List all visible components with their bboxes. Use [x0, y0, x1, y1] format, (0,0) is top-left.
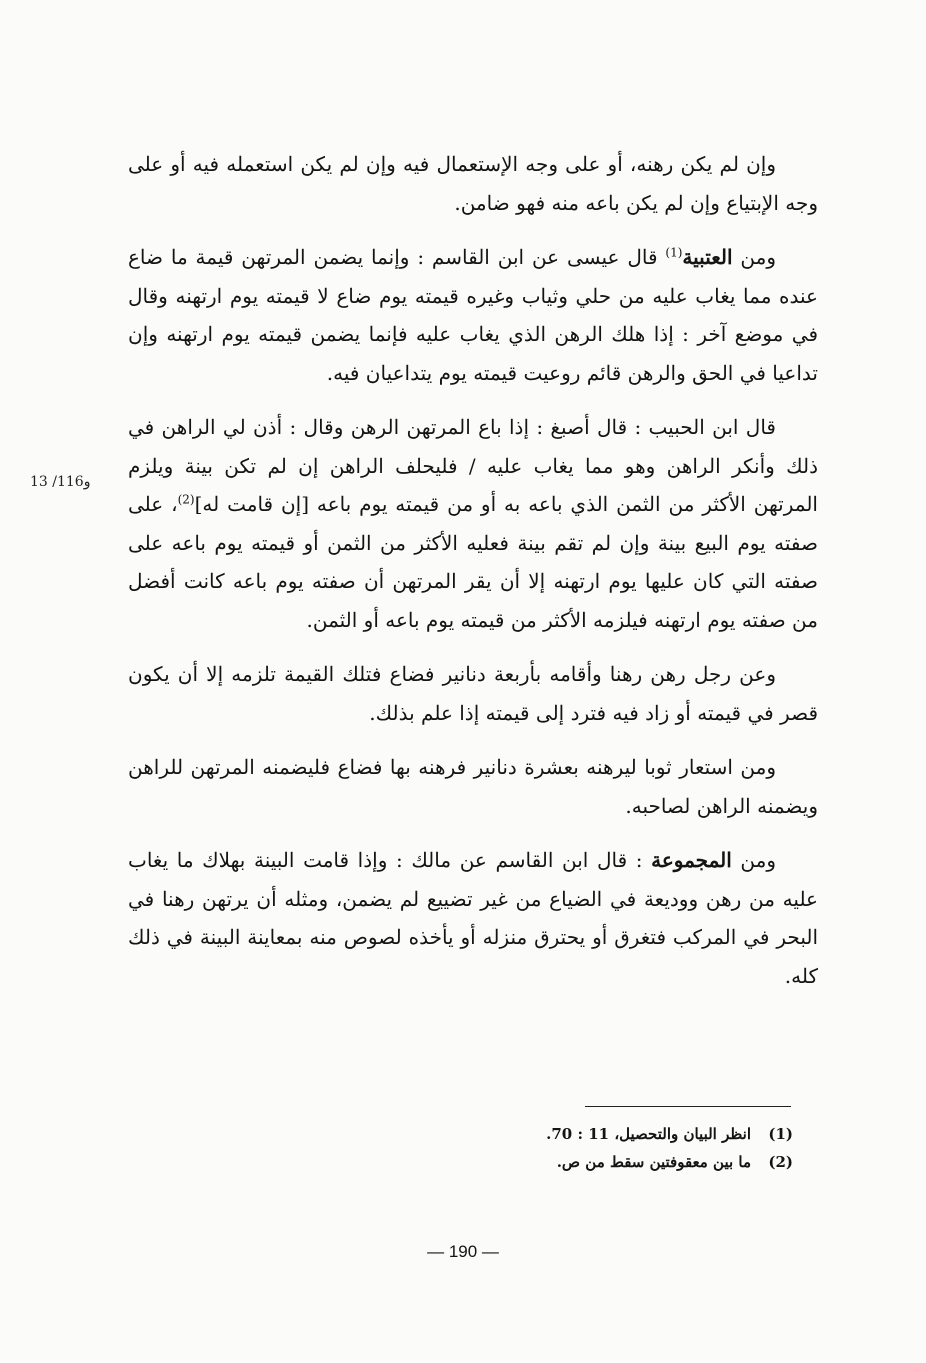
footnote-text: انظر البيان والتحصيل، 11 : 70.	[546, 1125, 751, 1143]
paragraph-text-cont: ، على صفته يوم البيع بينة وإن لم تقم بينة فعليه الأكثر من الثمن أو قيمته يوم باعه على صفته التي كان عليها يوم ارتهنه إلا أن يقر المرتهن أن صفته يوم باعه كانت أفضل من صفته يوم ارتهنه فيلزمه الأكثر من قيمته يوم باعه أو الثمن.	[128, 492, 818, 632]
paragraph-text: وإن لم يكن رهنه، أو على وجه الإستعمال فيه وإن لم يكن استعمله فيه أو على وجه الإبتياع وإن لم يكن باعه منه فهو ضامن.	[128, 152, 818, 215]
paragraph-6	[128, 841, 818, 995]
paragraph-text: قال ابن الحبيب : قال أصبغ : إذا باع المرتهن الرهن وقال : أذن لي الراهن في ذلك وأنكر الراهن وهو مما يغاب عليه / فليحلف الراهن إن لم تكن بينة ويلزم المرتهن الأكثر من الثمن الذي باعه به أو من قيمته يوم باعه [إن قامت له]	[128, 415, 818, 516]
footnote-number: (1)	[768, 1125, 793, 1143]
source-title-utbiyya: العتبية	[682, 245, 733, 269]
paragraph-1	[128, 145, 818, 222]
footnote-number: (2)	[768, 1153, 793, 1171]
paragraph-lead: ومن	[732, 245, 777, 269]
footnote-divider	[585, 1106, 791, 1107]
footnote-ref-2[interactable]: (2)	[177, 492, 195, 507]
footnote-text: ما بين معقوفتين سقط من ص.	[556, 1153, 751, 1171]
main-text	[128, 145, 818, 1011]
footnotes	[273, 1120, 793, 1176]
paragraph-text: : قال ابن القاسم عن مالك : وإذا قامت البينة بهلاك ما يغاب عليه من رهن ووديعة في الضياع من غير تضييع لم يضمن، ومثله أن يرتهن رهنا في البحر في المركب فتغرق أو يحترق منزله أو يأخذه لصوص منه بمعاينة البينة في ذلك كله.	[128, 848, 818, 988]
paragraph-text: وعن رجل رهن رهنا وأقامه بأربعة دنانير فضاع فتلك القيمة تلزمه إلا أن يكون قصر في قيمته أو زاد فيه فترد إلى قيمته إذا علم بذلك.	[128, 662, 818, 725]
footnote-2	[273, 1148, 793, 1176]
footnote-1	[273, 1120, 793, 1148]
paragraph-5	[128, 748, 818, 825]
paragraph-3	[128, 408, 818, 639]
page-number: — 190 —	[427, 1242, 499, 1261]
paragraph-text: ومن استعار ثوبا ليرهنه بعشرة دنانير فرهنه بها فضاع فليضمنه المرتهن للراهن ويضمنه الراهن لصاحبه.	[128, 755, 818, 818]
paragraph-lead: ومن	[731, 848, 777, 872]
footnote-ref-1[interactable]: (1)	[665, 245, 683, 260]
manuscript-folio-note: 13 /116و	[30, 474, 91, 490]
paragraph-text: قال عيسى عن ابن القاسم : وإنما يضمن المرتهن قيمة ما ضاع عنده مما يغاب عليه من حلي وثياب وغيره قيمته يوم ضاع لا قيمته يوم ارتهنه وقال في موضع آخر : إذا هلك الرهن الذي يغاب عليه فإنما يضمن قيمته يوم ارتهنه وإن تداعيا في الحق والرهن قائم روعيت قيمته يوم يتداعيان فيه.	[128, 245, 819, 385]
paragraph-2	[128, 238, 818, 392]
paragraph-4	[128, 655, 818, 732]
source-title-majmua: المجموعة	[651, 848, 732, 872]
